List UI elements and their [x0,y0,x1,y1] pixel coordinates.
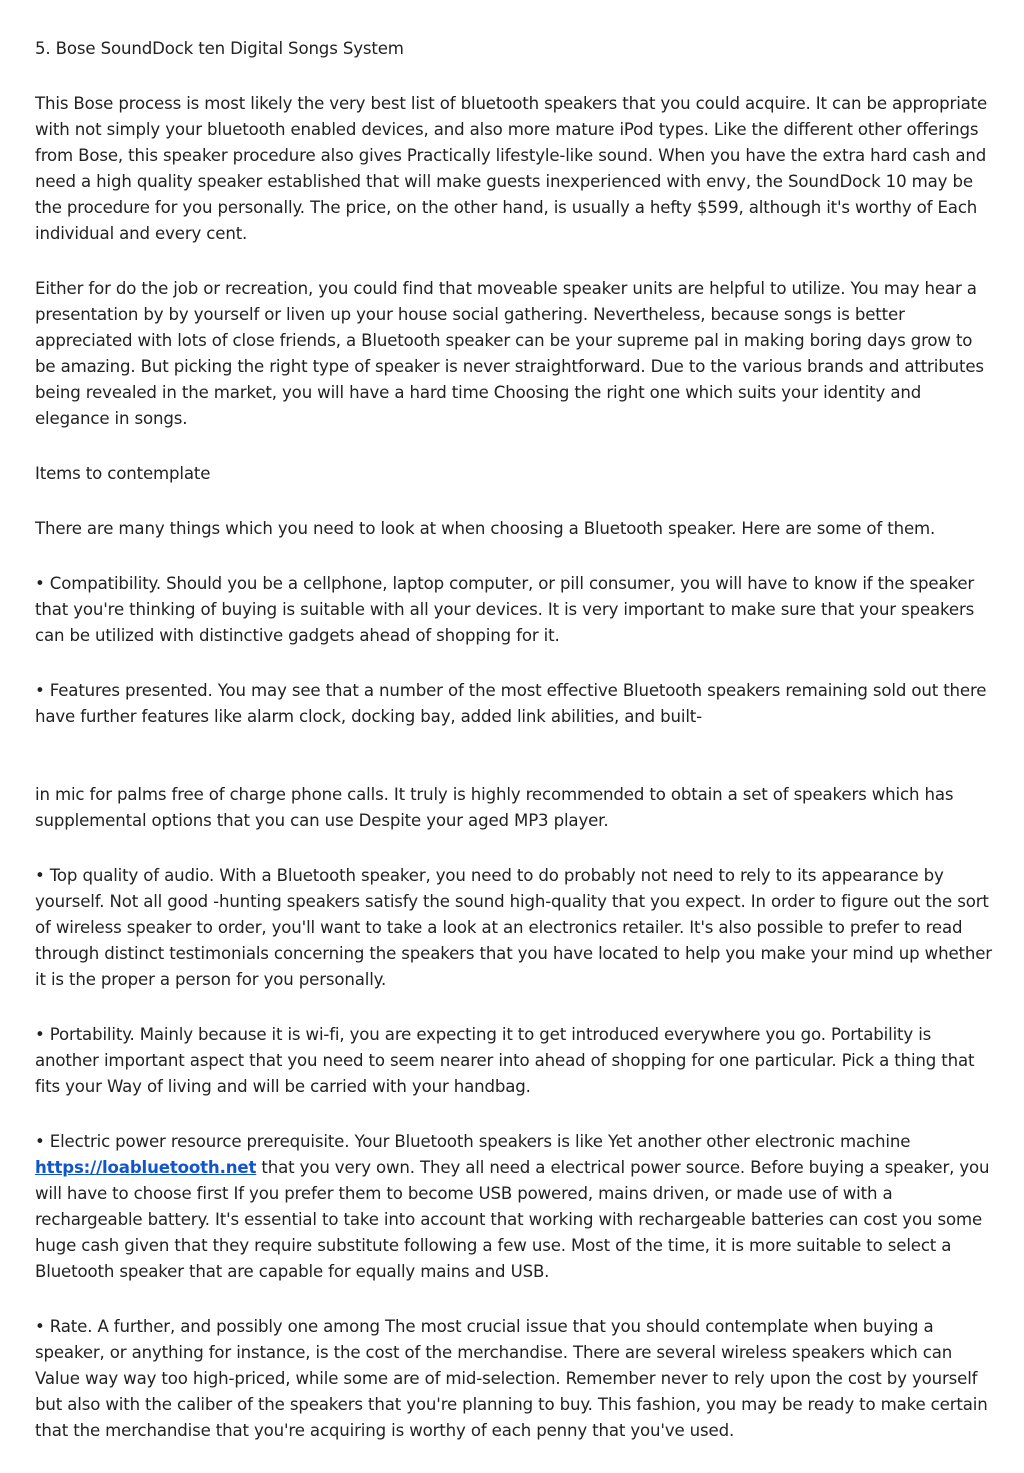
bullet-features-part1: • Features presented. You may see that a number of the most effective Bluetooth speakers remaining sold out there have further features like alarm clock, docking bay, added link abilities, and built- [35,681,987,726]
power-text-after-link: that you very own. They all need a electrical power source. Before buying a speaker, you will have to choose first If you prefer them to become USB powered, mains driven, or made use of with a rechargeable battery. It's essential to take into account that working with rechargeable batteries can cost you some huge cash given that they require substitute following a few use. Most of the time, it is more suitable to select a Bluetooth speaker that are capable for equally mains and USB. [35,1158,990,1281]
paragraph-intro: This Bose process is most likely the very best list of bluetooth speakers that you could acquire. It can be appropriate with not simply your bluetooth enabled devices, and also more mature iPod types. Like the different other offerings from Bose, this speaker procedure also gives Practically lifestyle-like sound. When you have the extra hard cash and need a high quality speaker established that will make guests inexperienced with envy, the SoundDock 10 may be the procedure for you personally. The price, on the other hand, is usually a hefty $599, although it's worthy of Each individual and every cent. [35,94,988,243]
power-text-before-link: • Electric power resource prerequisite. Your Bluetooth speakers is like Yet another other electronic machine [35,1132,911,1151]
loabluetooth-link[interactable]: https://loabluetooth.net [35,1158,257,1177]
paragraph-either: Either for do the job or recreation, you could find that moveable speaker units are helpful to utilize. You may hear a presentation by by yourself or liven up your house social gathering. Nevertheless, because songs is better appreciated with lots of close friends, a Bluetooth speaker can be your supreme pal in making boring days grow to be amazing. But picking the right type of speaker is never straightforward. Due to the various brands and attributes being revealed in the market, you will have a hard time Choosing the right one which suits your identity and elegance in songs. [35,279,984,428]
bullet-power-source [35,1129,995,1285]
bullet-rate: • Rate. A further, and possibly one among The most crucial issue that you should contemplate when buying a speaker, or anything for instance, is the cost of the merchandise. There are several wireless speakers which can Value way way too high-priced, while some are of mid-selection. Remember never to rely upon the cost by yourself but also with the caliber of the speakers that you're planning to buy. This fashion, you may be ready to make certain that the merchandise that you're acquiring is worthy of each penny that you've used. [35,1317,988,1440]
paragraph-many-things: There are many things which you need to look at when choosing a Bluetooth speaker. Here are some of them. [35,519,936,538]
document-body [35,36,995,1473]
bullet-compatibility: • Compatibility. Should you be a cellphone, laptop computer, or pill consumer, you will have to know if the speaker that you're thinking of buying is suitable with all your devices. It is very important to make sure that your speakers can be utilized with distinctive gadgets ahead of shopping for it. [35,574,975,645]
subheading: Items to contemplate [35,464,211,483]
bullet-portability: • Portability. Mainly because it is wi-fi, you are expecting it to get introduced everywhere you go. Portability is another important aspect that you need to seem nearer into ahead of shopping for one particular. Pick a thing that fits your Way of living and will be carried with your handbag. [35,1025,975,1096]
bullet-audio-quality: • Top quality of audio. With a Bluetooth speaker, you need to do probably not need to rely to its appearance by yourself. Not all good -hunting speakers satisfy the sound high-quality that you expect. In order to figure out the sort of wireless speaker to order, you'll want to take a look at an electronics retailer. It's also possible to prefer to read through distinct testimonials concerning the speakers that you have located to help you make your mind up whether it is the proper a person for you personally. [35,866,992,989]
section-heading: 5. Bose SoundDock ten Digital Songs System [35,39,404,58]
bullet-features-part2: in mic for palms free of charge phone calls. It truly is highly recommended to obtain a set of speakers which has supplemental options that you can use Despite your aged MP3 player. [35,785,954,830]
page-break-gap [35,730,995,782]
